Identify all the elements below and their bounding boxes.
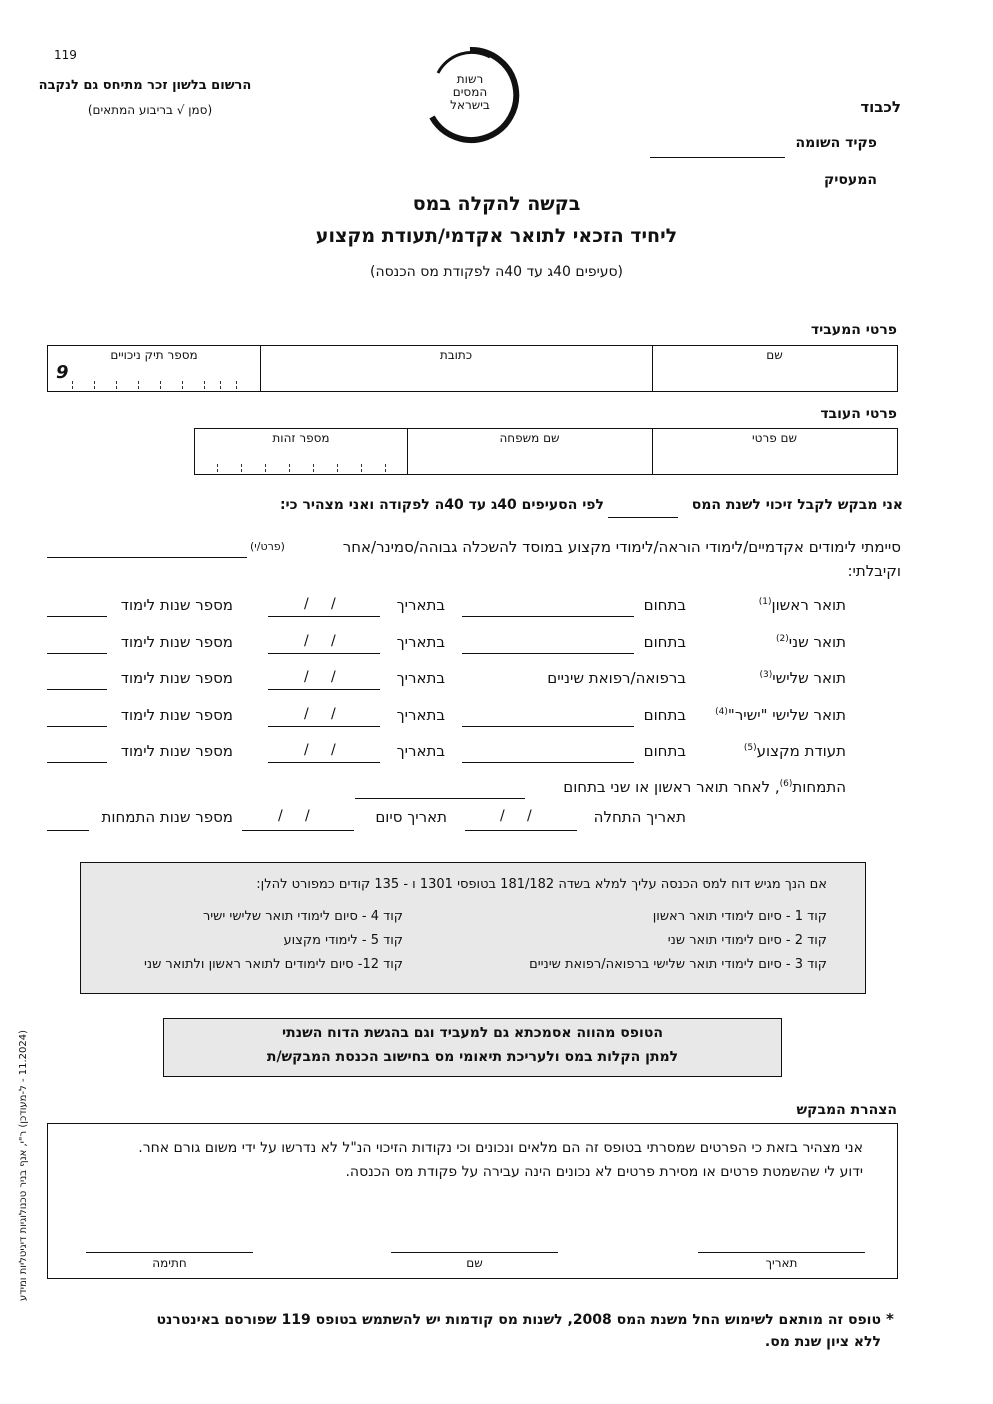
tax-authority-logo [420, 45, 520, 145]
employee-id-caption: מספר זהות [272, 431, 330, 445]
tax-year-line[interactable] [608, 517, 678, 518]
degree-1-date-label: בתאריך [396, 596, 445, 614]
code-5: קוד 5 - לימודי מקצוע [283, 933, 403, 948]
degree-2-years-line[interactable] [47, 653, 107, 654]
degree-1-name: תואר ראשון$^{(1)}$ [758, 596, 846, 614]
title-line3: (סעיפים 40ג עד 40ה לפקודת מס הכנסה) [369, 264, 624, 280]
code-2: קוד 2 - סיום לימודי תואר שני [667, 933, 827, 948]
degree-4-date-slashes: / / [304, 706, 336, 722]
degree-5-date-line[interactable] [268, 762, 380, 763]
code-12: קוד 12- סיום לימודים לתואר ראשון ולתואר שני [143, 957, 403, 972]
declaration-name-line[interactable] [391, 1252, 558, 1253]
degree-5-years-label: מספר שנות לימוד [120, 742, 233, 760]
degree-4-field-label: בתחום [643, 706, 686, 724]
degree-1-field-label: בתחום [643, 596, 686, 614]
degree-4-years-label: מספר שנות לימוד [120, 706, 233, 724]
degree-2-name: תואר שני$^{(2)}$ [776, 633, 846, 651]
degree-3-name: תואר שלישי$^{(3)}$ [759, 669, 846, 687]
degree-2-date-slashes: / / [304, 633, 336, 649]
degree-3-date-line[interactable] [268, 689, 380, 690]
employer-file-input[interactable] [48, 364, 260, 391]
specialization-end-slashes: / / [278, 808, 310, 824]
degree-5-field-label: בתחום [643, 742, 686, 760]
employer-file-caption: מספר תיק ניכויים [110, 348, 198, 362]
employee-section-heading: פרטי העובד [820, 406, 897, 422]
degree-3-field-fixed: ברפואה/רפואת שיניים [547, 669, 686, 687]
employee-id-input[interactable] [195, 447, 407, 474]
specialization-end-label: תאריך סיום [375, 808, 447, 826]
employee-firstname-caption: שם פרטי [751, 431, 797, 445]
request-part1: אני מבקש לקבל זיכוי לשנת המס [691, 497, 903, 513]
declaration-date-line[interactable] [698, 1252, 865, 1253]
employer-table [47, 345, 898, 392]
declaration-name-caption: שם [466, 1256, 483, 1270]
degree-1-date-line[interactable] [268, 616, 380, 617]
employer-address-input[interactable] [260, 364, 652, 391]
employee-table [194, 428, 898, 475]
degree-2-field-line[interactable] [462, 653, 634, 654]
reference-box [163, 1018, 782, 1077]
employee-lastname-input[interactable] [407, 447, 652, 474]
employee-firstname-input[interactable] [652, 447, 897, 474]
request-part2: לפי הסעיפים 40ג עד 40ה לפקודה ואני מצהיר כי: [279, 497, 604, 513]
mark-note: (סמן √ בריבוע המתאים) [87, 103, 213, 117]
degree-4-field-line[interactable] [462, 726, 634, 727]
degree-1-date-slashes: / / [304, 596, 336, 612]
degree-2-years-label: מספר שנות לימוד [120, 633, 233, 651]
studies-line: סיימתי לימודים אקדמיים/לימודי הוראה/לימודי מקצוע במוסד להשכלה גבוהה/סמינר/אחר [342, 538, 901, 556]
to-label: לכבוד [860, 98, 901, 116]
specialization-line: התמחות$^{(6)}$, לאחר תואר ראשון או שני בתחום [563, 778, 846, 796]
degree-3-date-slashes: / / [304, 669, 336, 685]
degree-3-years-label: מספר שנות לימוד [120, 669, 233, 687]
degree-5-date-label: בתאריך [396, 742, 445, 760]
reference-line1: הטופס מהווה אסמכתא גם למעביד וגם בהגשת הדוח השנתי [282, 1025, 663, 1041]
footnote-line2: ללא ציון שנת מס. [764, 1334, 881, 1350]
title-line2: ליחיד הזכאי לתואר אקדמי/תעודת מקצוע [315, 225, 678, 247]
employer-section-heading: פרטי המעביד [810, 322, 897, 338]
reference-line2: למתן הקלות במס ולעריכת תיאומי מס בחישוב הכנסת המבקש/ת [266, 1049, 679, 1065]
employer-address-caption: כתובת [439, 348, 473, 362]
declaration-signature-caption: חתימה [152, 1256, 187, 1270]
degree-4-date-label: בתאריך [396, 706, 445, 724]
studies-other-line[interactable] [47, 557, 247, 558]
degree-4-date-line[interactable] [268, 726, 380, 727]
specialization-end-line[interactable] [242, 830, 354, 831]
declaration-heading: הצהרת המבקש [796, 1102, 897, 1118]
footnote-star: * [886, 1310, 894, 1328]
title-line1: בקשה להקלה במס [412, 193, 581, 215]
degree-4-name: תואר שלישי "ישיר"$^{(4)}$ [715, 706, 846, 724]
employer-label: המעסיק [823, 172, 877, 188]
degree-1-field-line[interactable] [462, 616, 634, 617]
page-number: 119 [54, 48, 77, 62]
code-4: קוד 4 - סיום לימודי תואר שלישי ישיר [202, 909, 403, 924]
codes-intro: אם הנך מגיש דוח למס הכנסה עליך למלא בשדה 181/182 בטופסי 1301 ו - 135 קודים כמפורט להלן: [256, 877, 827, 892]
degree-5-years-line[interactable] [47, 762, 107, 763]
degree-5-field-line[interactable] [462, 762, 634, 763]
degree-3-years-line[interactable] [47, 689, 107, 690]
declaration-line1: אני מצהיר בזאת כי הפרטים שמסרתי בטופס זה הם מלאים ונכונים וכי נקודות הזיכוי הנ"ל לא נדרשו על ידי משום גורם אחר. [138, 1140, 863, 1156]
footnote-line1: טופס זה מותאם לשימוש החל משנת המס 2008, לשנות מס קודמות יש להשתמש בטופס 119 שפורסם באינטרנט [156, 1312, 881, 1328]
degree-1-years-label: מספר שנות לימוד [120, 596, 233, 614]
degree-2-date-label: בתאריך [396, 633, 445, 651]
declaration-box [47, 1123, 898, 1279]
specialization-years-line[interactable] [47, 830, 89, 831]
code-3: קוד 3 - סיום לימודי תואר שלישי ברפואה/רפואת שיניים [529, 957, 827, 972]
specialization-field-line[interactable] [355, 798, 525, 799]
employee-lastname-caption: שם משפחה [499, 431, 560, 445]
employer-name-input[interactable] [652, 364, 897, 391]
specialization-start-label: תאריך התחלה [593, 808, 686, 826]
file-prefix: 9 [56, 362, 69, 383]
degree-4-years-line[interactable] [47, 726, 107, 727]
degree-5-date-slashes: / / [304, 742, 336, 758]
degree-3-date-label: בתאריך [396, 669, 445, 687]
studies-specify: (פרט/י) [250, 540, 285, 553]
degree-2-date-line[interactable] [268, 653, 380, 654]
gender-note: הרשום בלשון זכר מתיחס גם לנקבה [38, 78, 252, 93]
logo-text: רשות המסים בישראל [450, 72, 490, 112]
degree-2-field-label: בתחום [643, 633, 686, 651]
codes-box [80, 862, 866, 994]
declaration-line2: ידוע לי שהשמטת פרטים או מסירת פרטים לא נכונים הינה עבירה על פקודת מס הכנסה. [345, 1164, 863, 1180]
degree-1-years-line[interactable] [47, 616, 107, 617]
degree-5-name: תעודת מקצוע$^{(5)}$ [743, 742, 846, 760]
specialization-start-line[interactable] [465, 830, 577, 831]
assessor-line[interactable] [650, 157, 785, 158]
code-1: קוד 1 - סיום לימודי תואר ראשון [652, 909, 827, 924]
employer-name-caption: שם [766, 348, 783, 362]
declaration-signature-line[interactable] [86, 1252, 253, 1253]
declaration-date-caption: תאריך [765, 1256, 798, 1270]
assessor-label: פקיד השומה [795, 135, 877, 151]
side-print-info: (11.2024 - ל-מעודכן) ר"י, אנף בניר טכנולוגיות דיגיטליות ומידע [18, 1030, 29, 1301]
specialization-years-label: מספר שנות התמחות [101, 808, 233, 826]
specialization-start-slashes: / / [500, 808, 532, 824]
received-label: וקיבלתי: [847, 562, 901, 580]
